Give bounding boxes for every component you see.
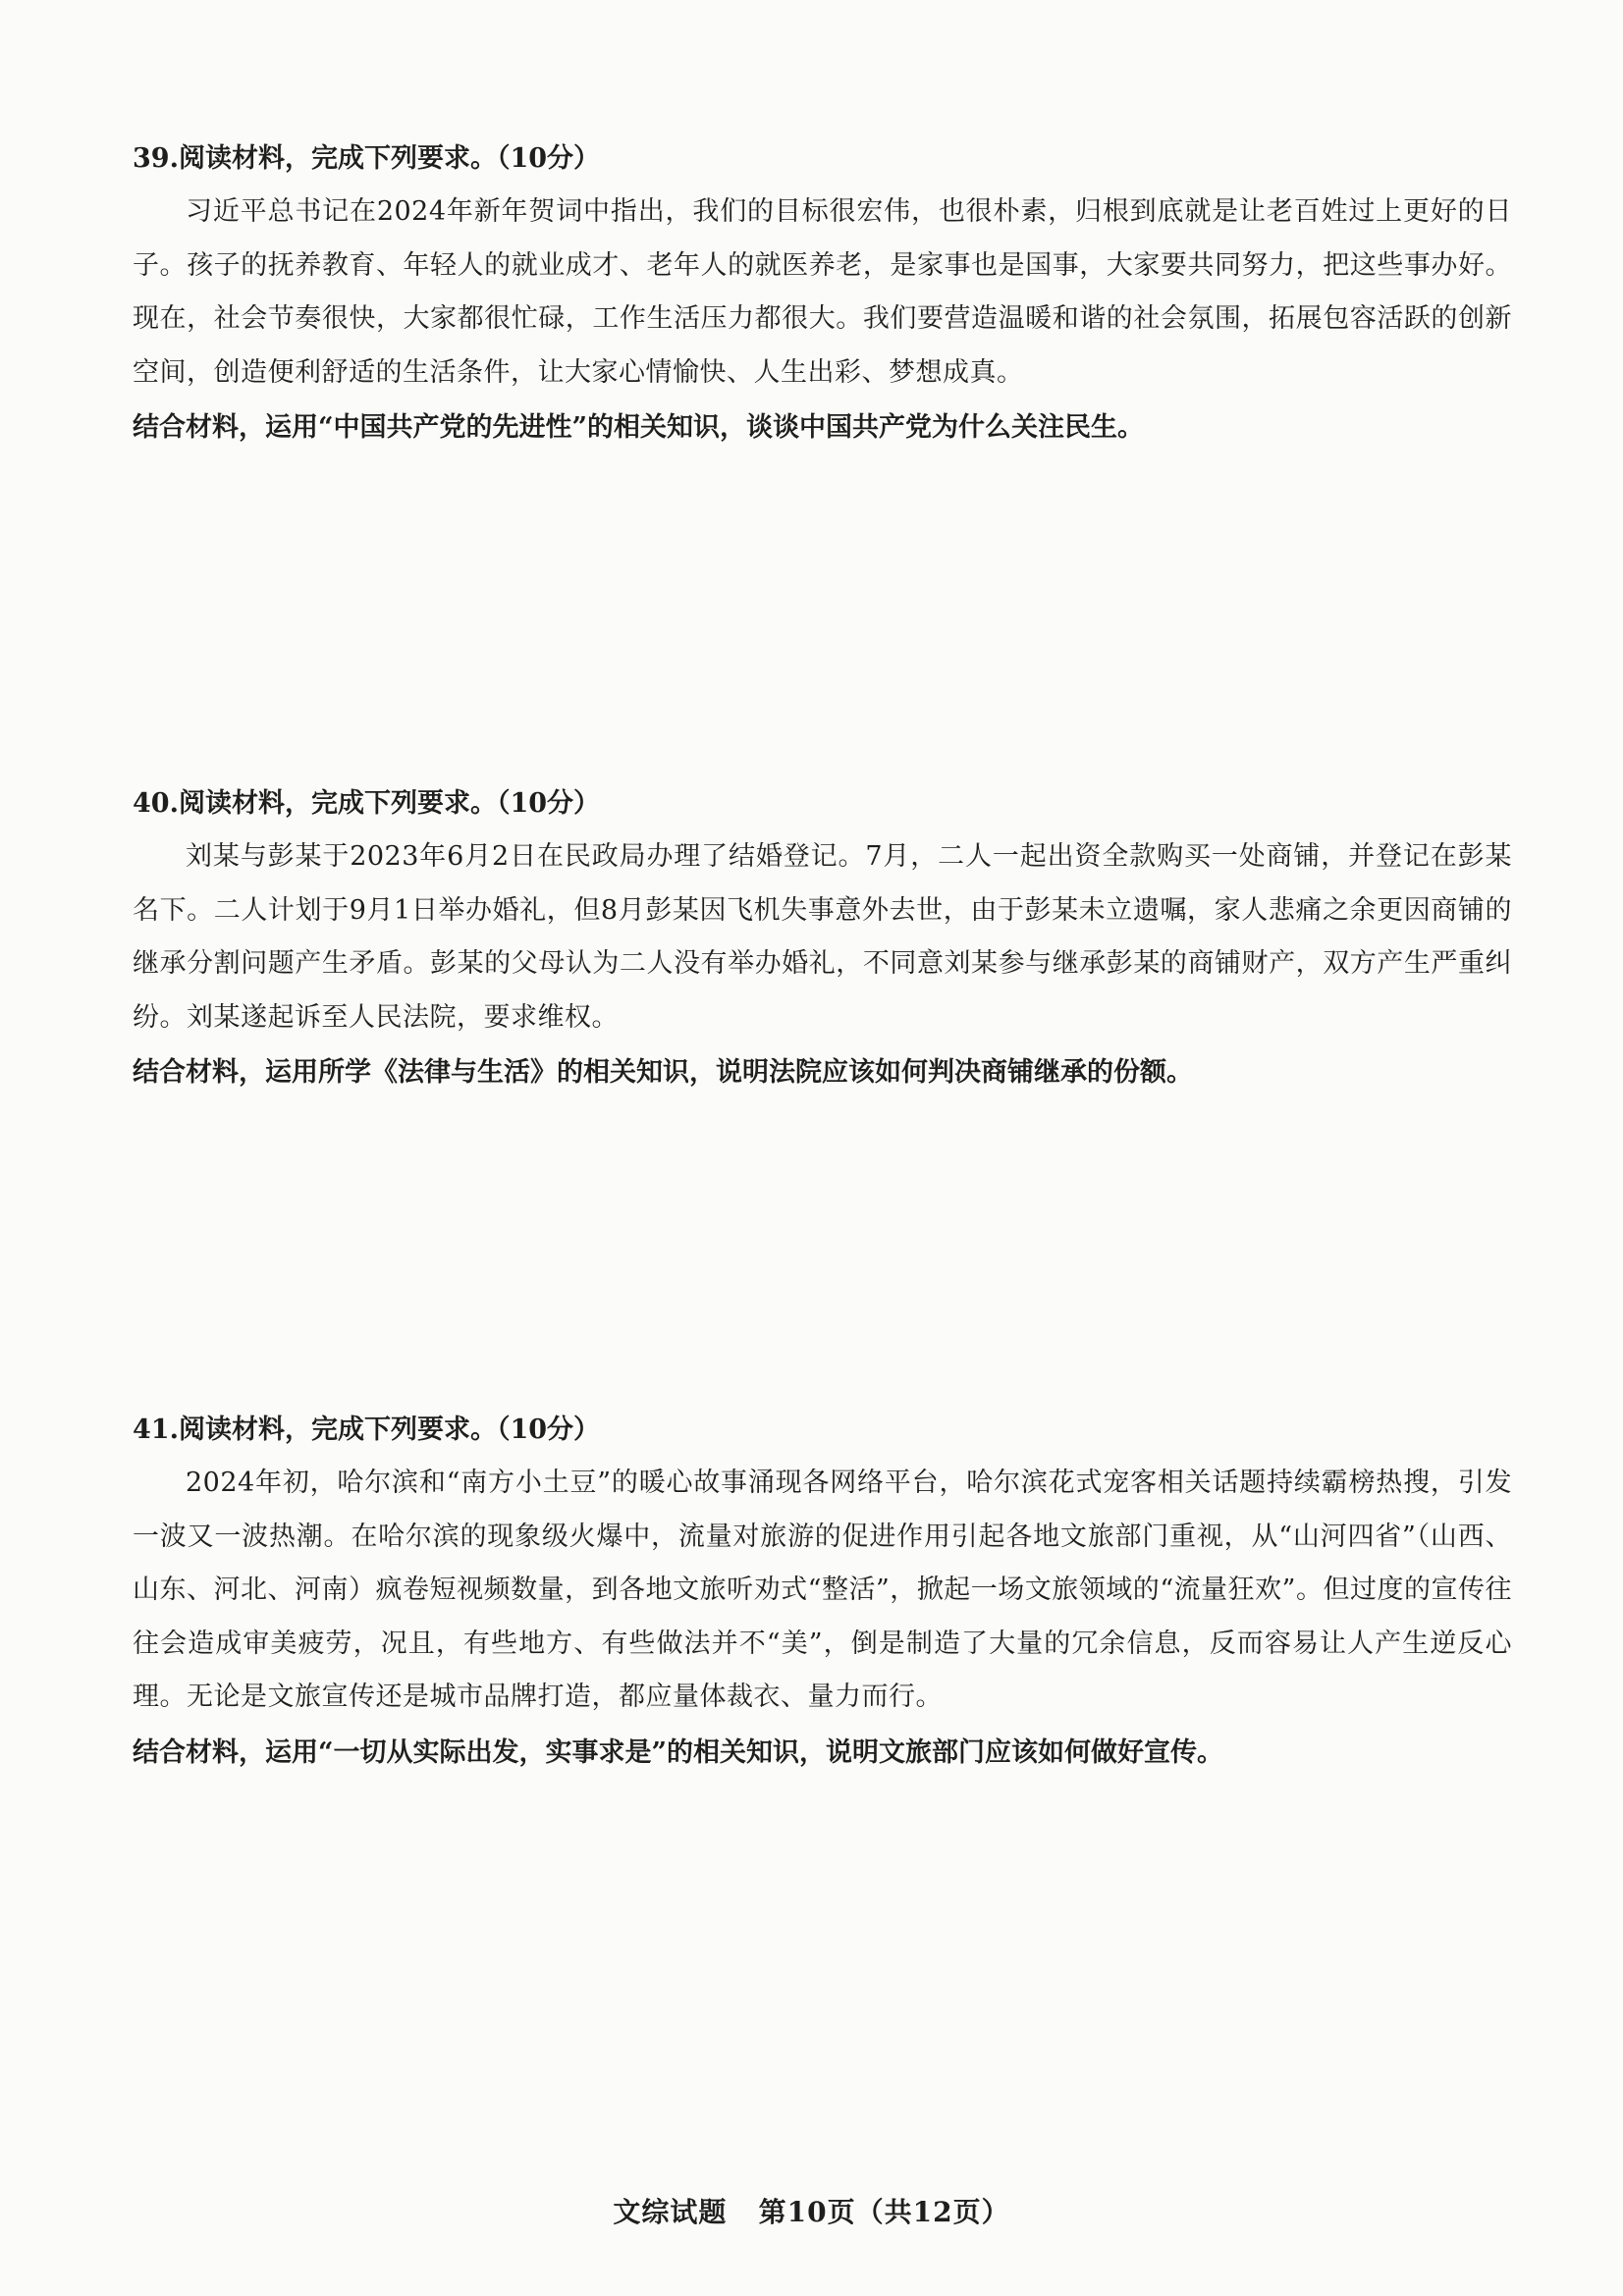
footer-subject: 文综试题 [613, 2196, 728, 2228]
question-41 [133, 1404, 1512, 1780]
question-task: 结合材料，运用“中国共产党的先进性”的相关知识，谈谈中国共产党为什么关注民生。 [133, 412, 1145, 443]
question-material: 刘某与彭某于2023年6月2日在民政局办理了结婚登记。7月，二人一起出资全款购买一处商铺，并登记在彭某名下。二人计划于9月1日举办婚礼，但8月彭某因飞机失事意外去世，由于彭某未立遗嘱，家人悲痛之余更因商铺的继承分割问题产生矛盾。彭某的父母认为二人没有举办婚礼，不同意刘某参与继承彭某的商铺财产，双方产生严重纠纷。刘某遂起诉至人民法院，要求维权。 [133, 841, 1512, 1033]
footer-page-number: 第10页（共12页） [758, 2196, 1010, 2228]
question-title: 40.阅读材料，完成下列要求。（10分） [133, 788, 601, 819]
question-material: 2024年初，哈尔滨和“南方小土豆”的暖心故事涌现各网络平台，哈尔滨花式宠客相关话题持续霸榜热搜，引发一波又一波热潮。在哈尔滨的现象级火爆中，流量对旅游的促进作用引起各地文旅部门重视，从“山河四省”（山西、山东、河北、河南）疯卷短视频数量，到各地文旅听劝式“整活”，掀起一场文旅领域的“流量狂欢”。但过度的宣传往往会造成审美疲劳，况且，有些地方、有些做法并不“美”，倒是制造了大量的冗余信息，反而容易让人产生逆反心理。无论是文旅宣传还是城市品牌打造，都应量体裁衣、量力而行。 [133, 1468, 1512, 1712]
question-title: 41.阅读材料，完成下列要求。（10分） [133, 1415, 601, 1445]
page-footer [0, 2191, 1623, 2230]
question-task: 结合材料，运用“一切从实际出发，实事求是”的相关知识，说明文旅部门应该如何做好宣传。 [133, 1736, 1224, 1768]
question-material: 习近平总书记在2024年新年贺词中指出，我们的目标很宏伟，也很朴素，归根到底就是让老百姓过上更好的日子。孩子的抚养教育、年轻人的就业成才、老年人的就医养老，是家事也是国事，大家要共同努力，把这些事办好。现在，社会节奏很快，大家都很忙碌，工作生活压力都很大。我们要营造温暖和谐的社会氛围，拓展包容活跃的创新空间，创造便利舒适的生活条件，让大家心情愉快、人生出彩、梦想成真。 [133, 196, 1512, 388]
question-39 [133, 133, 1512, 454]
question-task: 结合材料，运用所学《法律与生活》的相关知识，说明法院应该如何判决商铺继承的份额。 [133, 1057, 1193, 1088]
question-title: 39.阅读材料，完成下列要求。（10分） [133, 143, 601, 174]
question-40 [133, 777, 1512, 1099]
